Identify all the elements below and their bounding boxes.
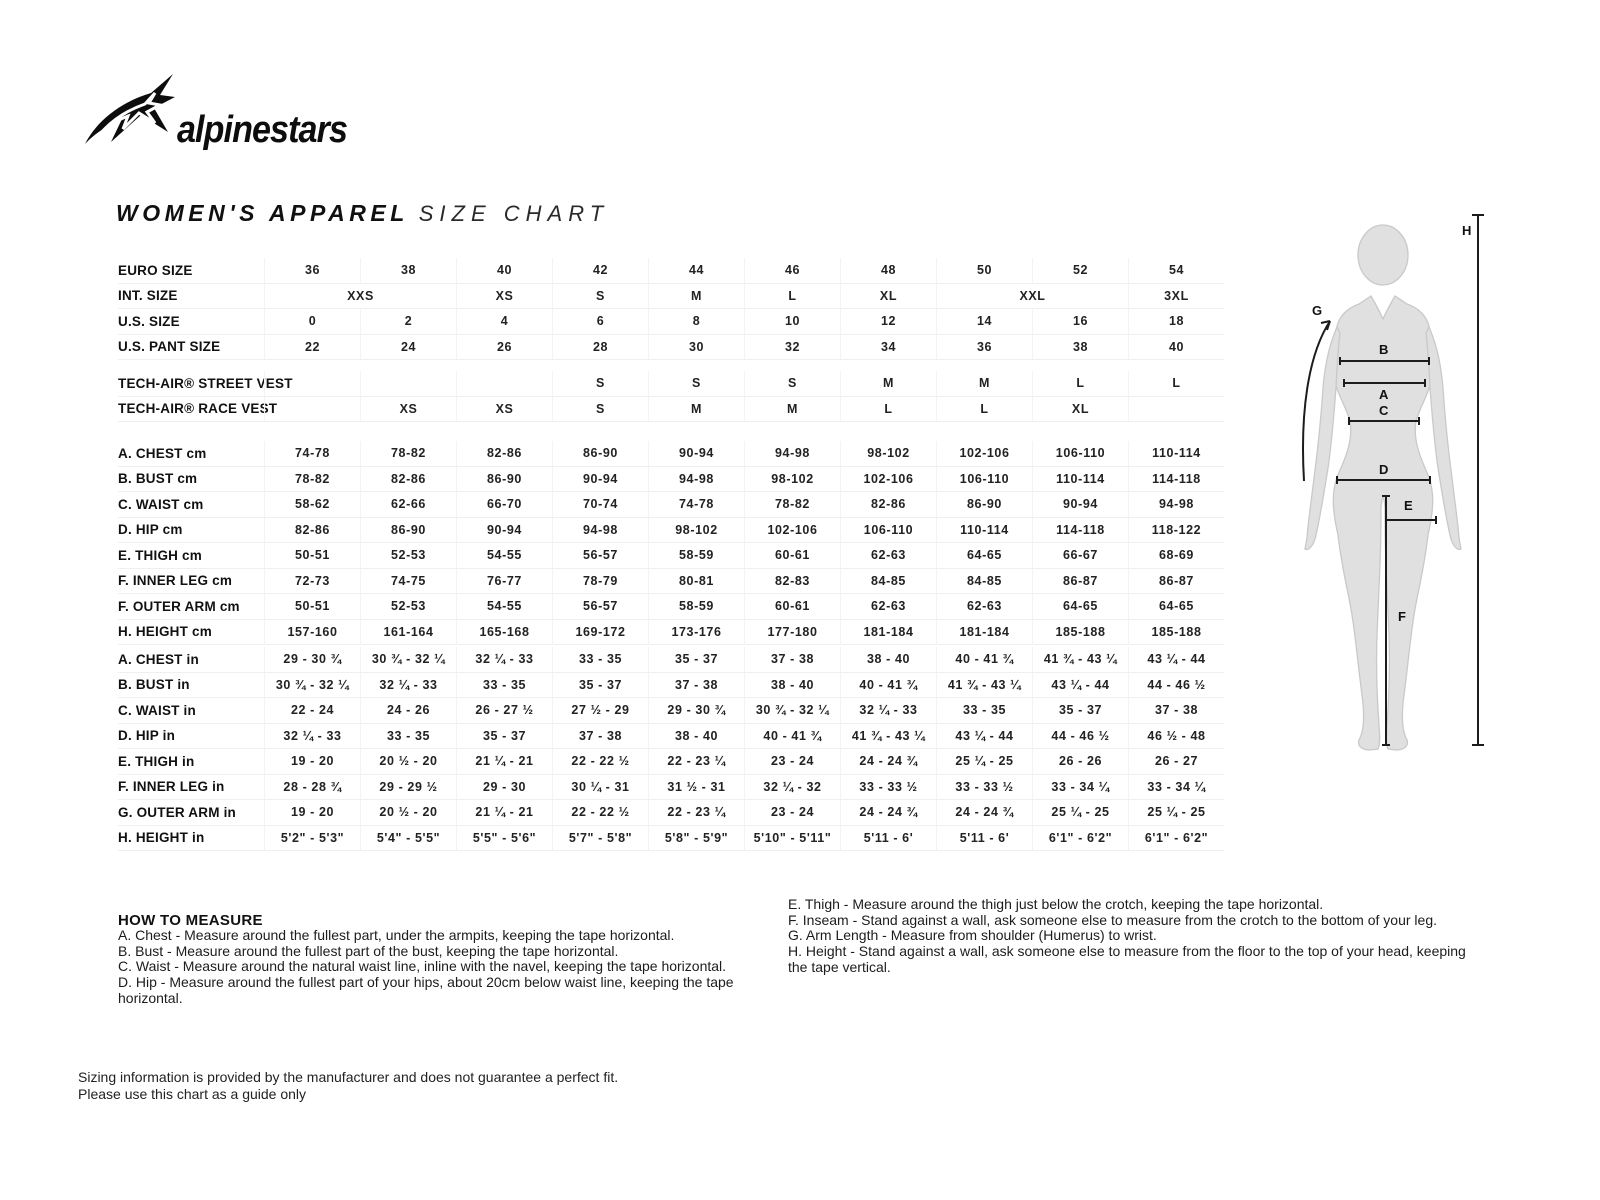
- size-cell: 25 ¼ - 25: [1128, 800, 1224, 825]
- measure-instruction: B. Bust - Measure around the fullest part of the bust, keeping the tape horizontal.: [118, 942, 619, 959]
- size-cell: 161-164: [360, 620, 456, 645]
- size-cell: L: [840, 397, 936, 422]
- size-cell: XL: [840, 284, 936, 309]
- label-g: G: [1312, 303, 1323, 318]
- size-cell: 31 ½ - 31: [648, 775, 744, 800]
- size-cell: XS: [456, 284, 552, 309]
- label-c: C: [1379, 403, 1389, 418]
- size-cell: 54: [1128, 258, 1224, 283]
- size-cell: 68-69: [1128, 543, 1224, 568]
- size-cell: S: [552, 371, 648, 396]
- size-cell: 24 - 24 ¾: [936, 800, 1032, 825]
- size-cell: 114-118: [1032, 518, 1128, 543]
- size-cell: 5'7" - 5'8": [552, 826, 648, 851]
- size-cell: 74-78: [648, 492, 744, 517]
- size-cell: 22 - 22 ½: [552, 749, 648, 774]
- size-cell: 37 - 38: [1128, 698, 1224, 723]
- size-cell: 60-61: [744, 594, 840, 619]
- size-cell: 86-87: [1032, 569, 1128, 594]
- size-cell: 27 ½ - 29: [552, 698, 648, 723]
- size-cell: 86-90: [936, 492, 1032, 517]
- row-label: TECH-AIR® RACE VEST: [118, 401, 278, 417]
- size-cell: 29 - 29 ½: [360, 775, 456, 800]
- size-table: [118, 258, 1224, 858]
- row-label: B. BUST in: [118, 677, 190, 693]
- size-cell: 90-94: [1032, 492, 1128, 517]
- size-cell: 22: [264, 335, 360, 360]
- size-cell: L: [1128, 371, 1224, 396]
- size-cell: XS: [456, 397, 552, 422]
- size-cell: 22 - 23 ¼: [648, 800, 744, 825]
- size-cell: 40: [1128, 335, 1224, 360]
- table-row: [118, 775, 1224, 801]
- size-cell: 8: [648, 309, 744, 334]
- size-cell: 70-74: [552, 492, 648, 517]
- measure-instruction: C. Waist - Measure around the natural waist line, inline with the navel, keeping the tape horizontal.: [118, 958, 727, 975]
- row-label: G. OUTER ARM in: [118, 804, 236, 820]
- row-label: TECH-AIR® STREET VEST: [118, 375, 293, 391]
- table-row: [118, 441, 1224, 467]
- table-row: [118, 492, 1224, 518]
- size-cell: 33 - 33 ½: [936, 775, 1032, 800]
- size-cell: M: [936, 371, 1032, 396]
- size-cell: [264, 371, 360, 396]
- table-row: [118, 258, 1224, 284]
- size-cell: 60-61: [744, 543, 840, 568]
- size-cell: 94-98: [1128, 492, 1224, 517]
- size-cell: 80-81: [648, 569, 744, 594]
- table-row: [118, 698, 1224, 724]
- label-f: F: [1398, 609, 1406, 624]
- size-cell: [456, 371, 552, 396]
- table-row: [118, 467, 1224, 493]
- size-cell: 26: [456, 335, 552, 360]
- size-cell: 72-73: [264, 569, 360, 594]
- size-cell: 5'11 - 6': [840, 826, 936, 851]
- size-cell: 98-102: [744, 467, 840, 492]
- size-cell: [360, 371, 456, 396]
- label-b: B: [1379, 342, 1389, 357]
- size-cell: 84-85: [936, 569, 1032, 594]
- size-cell: 173-176: [648, 620, 744, 645]
- measure-instruction: D. Hip - Measure around the fullest part of your hips, about 20cm below waist line, keeping the tape horizontal.: [118, 974, 734, 1006]
- row-label: INT. SIZE: [118, 288, 178, 304]
- table-row: [118, 371, 1224, 397]
- row-label: D. HIP in: [118, 728, 176, 744]
- table-section: [118, 441, 1224, 645]
- size-cell: 32 ¼ - 33: [456, 647, 552, 672]
- size-cell: 94-98: [552, 518, 648, 543]
- size-cell: 48: [840, 258, 936, 283]
- size-cell: 33 - 35: [360, 724, 456, 749]
- size-cell: 28 - 28 ¾: [264, 775, 360, 800]
- size-cell: 169-172: [552, 620, 648, 645]
- size-cell: 21 ¼ - 21: [456, 800, 552, 825]
- row-label: B. BUST cm: [118, 471, 198, 487]
- size-cell: 78-79: [552, 569, 648, 594]
- size-cell: 6: [552, 309, 648, 334]
- size-cell: 64-65: [1032, 594, 1128, 619]
- size-cell: 62-63: [840, 543, 936, 568]
- size-cell: 38 - 40: [648, 724, 744, 749]
- size-cell: 40 - 41 ¾: [936, 647, 1032, 672]
- size-cell: 22 - 22 ½: [552, 800, 648, 825]
- size-cell: 43 ¼ - 44: [936, 724, 1032, 749]
- table-row: [118, 543, 1224, 569]
- size-cell: 52: [1032, 258, 1128, 283]
- size-cell: 181-184: [936, 620, 1032, 645]
- size-cell: 177-180: [744, 620, 840, 645]
- size-cell: 4: [456, 309, 552, 334]
- size-cell: 43 ¼ - 44: [1032, 673, 1128, 698]
- size-cell: 43 ¼ - 44: [1128, 647, 1224, 672]
- size-cell: 50: [936, 258, 1032, 283]
- size-cell: 66-70: [456, 492, 552, 517]
- measure-instruction: H. Height - Stand against a wall, ask someone else to measure from the floor to the top of your head, keeping the tape vertical.: [788, 943, 1466, 975]
- size-cell: 84-85: [840, 569, 936, 594]
- size-cell: 52-53: [360, 543, 456, 568]
- size-cell: 35 - 37: [648, 647, 744, 672]
- table-row: [118, 518, 1224, 544]
- size-cell: 102-106: [840, 467, 936, 492]
- size-cell: 29 - 30 ¾: [264, 647, 360, 672]
- size-cell: 5'10" - 5'11": [744, 826, 840, 851]
- row-label: C. WAIST in: [118, 702, 196, 718]
- label-a: A: [1379, 387, 1389, 402]
- table-row: [118, 620, 1224, 646]
- size-cell: 6'1" - 6'2": [1032, 826, 1128, 851]
- size-cell: 26 - 27 ½: [456, 698, 552, 723]
- size-cell: 20 ½ - 20: [360, 800, 456, 825]
- size-cell: 110-114: [936, 518, 1032, 543]
- table-row: [118, 749, 1224, 775]
- page-title: [116, 200, 609, 227]
- size-cell: 86-90: [360, 518, 456, 543]
- size-cell: S: [552, 284, 648, 309]
- size-cell: 20 ½ - 20: [360, 749, 456, 774]
- size-cell: 33 - 33 ½: [840, 775, 936, 800]
- size-cell: 62-63: [840, 594, 936, 619]
- row-label: U.S. SIZE: [118, 313, 180, 329]
- size-cell: 23 - 24: [744, 800, 840, 825]
- size-cell: M: [744, 397, 840, 422]
- size-cell: 106-110: [1032, 441, 1128, 466]
- measure-instruction: G. Arm Length - Measure from shoulder (Humerus) to wrist.: [788, 927, 1157, 944]
- size-cell: XS: [360, 397, 456, 422]
- size-cell: 185-188: [1032, 620, 1128, 645]
- size-cell: 29 - 30 ¾: [648, 698, 744, 723]
- size-cell: 5'5" - 5'6": [456, 826, 552, 851]
- size-cell: 38: [1032, 335, 1128, 360]
- page-title-main: WOMEN'S APPAREL: [116, 200, 409, 226]
- row-label: E. THIGH in: [118, 753, 195, 769]
- size-cell: 41 ¾ - 43 ¼: [840, 724, 936, 749]
- size-cell: 12: [840, 309, 936, 334]
- size-cell: 82-86: [264, 518, 360, 543]
- size-cell: 78-82: [264, 467, 360, 492]
- size-cell: 110-114: [1128, 441, 1224, 466]
- table-row: [118, 397, 1224, 423]
- how-to-measure-right-column: [788, 897, 1468, 976]
- size-cell: 78-82: [744, 492, 840, 517]
- size-cell: 90-94: [552, 467, 648, 492]
- size-cell: 5'2" - 5'3": [264, 826, 360, 851]
- size-cell: 90-94: [456, 518, 552, 543]
- size-cell: 44: [648, 258, 744, 283]
- row-label: EURO SIZE: [118, 262, 193, 278]
- size-cell: 165-168: [456, 620, 552, 645]
- size-cell: 58-62: [264, 492, 360, 517]
- size-cell: 40 - 41 ¾: [840, 673, 936, 698]
- disclaimer-line: Sizing information is provided by the manufacturer and does not guarantee a perfect fit.: [78, 1069, 619, 1085]
- size-cell: [1128, 397, 1224, 422]
- size-cell: XL: [1032, 397, 1128, 422]
- size-cell: M: [840, 371, 936, 396]
- size-cell: 82-86: [360, 467, 456, 492]
- size-cell: 64-65: [936, 543, 1032, 568]
- size-cell: 33 - 35: [936, 698, 1032, 723]
- height-measure-line: [1472, 215, 1484, 745]
- size-cell: 37 - 38: [744, 647, 840, 672]
- size-cell: 64-65: [1128, 594, 1224, 619]
- table-section: [118, 371, 1224, 422]
- size-cell: 82-86: [456, 441, 552, 466]
- size-cell: 52-53: [360, 594, 456, 619]
- size-cell: 32: [744, 335, 840, 360]
- size-cell: 62-66: [360, 492, 456, 517]
- size-cell: 82-86: [840, 492, 936, 517]
- size-cell: 29 - 30: [456, 775, 552, 800]
- size-cell: 30 ¾ - 32 ¼: [744, 698, 840, 723]
- size-cell: 22 - 23 ¼: [648, 749, 744, 774]
- size-cell: 32 ¼ - 33: [360, 673, 456, 698]
- size-cell: 38 - 40: [744, 673, 840, 698]
- size-cell: 33 - 34 ¼: [1032, 775, 1128, 800]
- size-cell: 66-67: [1032, 543, 1128, 568]
- size-cell: L: [744, 284, 840, 309]
- size-cell: 58-59: [648, 543, 744, 568]
- size-cell: 185-188: [1128, 620, 1224, 645]
- size-cell: 33 - 35: [456, 673, 552, 698]
- size-cell: L: [1032, 371, 1128, 396]
- size-cell: 19 - 20: [264, 749, 360, 774]
- brand-logo: [83, 68, 353, 163]
- size-cell: M: [648, 284, 744, 309]
- size-cell: 118-122: [1128, 518, 1224, 543]
- size-cell: 50-51: [264, 594, 360, 619]
- size-cell: 38: [360, 258, 456, 283]
- size-cell: S: [744, 371, 840, 396]
- size-cell: S: [648, 371, 744, 396]
- size-cell: 46 ½ - 48: [1128, 724, 1224, 749]
- size-cell: 110-114: [1032, 467, 1128, 492]
- alpinestars-star-icon: [85, 74, 175, 144]
- female-silhouette: [1305, 225, 1461, 750]
- label-d: D: [1379, 462, 1389, 477]
- size-cell: 94-98: [648, 467, 744, 492]
- size-cell: 35 - 37: [552, 673, 648, 698]
- size-cell: 40: [456, 258, 552, 283]
- size-cell: 94-98: [744, 441, 840, 466]
- size-cell: 106-110: [840, 518, 936, 543]
- size-cell: 102-106: [744, 518, 840, 543]
- size-cell: 58-59: [648, 594, 744, 619]
- size-cell: [264, 397, 360, 422]
- size-cell: 18: [1128, 309, 1224, 334]
- row-label: E. THIGH cm: [118, 547, 202, 563]
- size-cell: 35 - 37: [1032, 698, 1128, 723]
- size-cell: 44 - 46 ½: [1032, 724, 1128, 749]
- size-cell: 82-83: [744, 569, 840, 594]
- disclaimer-line: Please use this chart as a guide only: [78, 1085, 307, 1102]
- row-label: A. CHEST cm: [118, 445, 207, 461]
- size-cell: 50-51: [264, 543, 360, 568]
- size-cell: XXL: [936, 284, 1128, 309]
- size-cell: 44 - 46 ½: [1128, 673, 1224, 698]
- size-cell: 157-160: [264, 620, 360, 645]
- size-cell: 181-184: [840, 620, 936, 645]
- disclaimer: [78, 1069, 778, 1102]
- how-to-measure-heading: HOW TO MEASURE: [118, 912, 263, 929]
- table-row: [118, 284, 1224, 310]
- size-cell: 102-106: [936, 441, 1032, 466]
- size-cell: 36: [264, 258, 360, 283]
- size-cell: 30 ¼ - 31: [552, 775, 648, 800]
- size-cell: 98-102: [840, 441, 936, 466]
- size-cell: 5'8" - 5'9": [648, 826, 744, 851]
- size-cell: 16: [1032, 309, 1128, 334]
- measure-instruction: F. Inseam - Stand against a wall, ask someone else to measure from the crotch to the bottom of your leg.: [788, 911, 1437, 928]
- row-label: F. OUTER ARM cm: [118, 598, 240, 614]
- size-cell: 33 - 35: [552, 647, 648, 672]
- size-cell: 106-110: [936, 467, 1032, 492]
- size-cell: 54-55: [456, 543, 552, 568]
- size-cell: 86-87: [1128, 569, 1224, 594]
- page-title-sub: SIZE CHART: [418, 201, 610, 226]
- size-cell: 62-63: [936, 594, 1032, 619]
- size-cell: 76-77: [456, 569, 552, 594]
- size-cell: 30 ¾ - 32 ¼: [360, 647, 456, 672]
- size-cell: 6'1" - 6'2": [1128, 826, 1224, 851]
- table-row: [118, 647, 1224, 673]
- label-e: E: [1404, 498, 1413, 513]
- size-cell: 14: [936, 309, 1032, 334]
- row-label: D. HIP cm: [118, 522, 183, 538]
- table-row: [118, 309, 1224, 335]
- table-row: [118, 335, 1224, 361]
- size-cell: 32 ¼ - 32: [744, 775, 840, 800]
- size-cell: 40 - 41 ¾: [744, 724, 840, 749]
- size-cell: XXS: [264, 284, 456, 309]
- row-label: H. HEIGHT in: [118, 830, 205, 846]
- table-row: [118, 724, 1224, 750]
- label-h: H: [1462, 223, 1472, 238]
- size-cell: M: [648, 397, 744, 422]
- size-cell: 26 - 26: [1032, 749, 1128, 774]
- size-cell: 86-90: [456, 467, 552, 492]
- size-cell: 54-55: [456, 594, 552, 619]
- body-diagram: [1278, 193, 1496, 768]
- brand-wordmark: alpinestars: [177, 109, 347, 151]
- size-cell: 42: [552, 258, 648, 283]
- size-cell: 37 - 38: [552, 724, 648, 749]
- size-cell: S: [552, 397, 648, 422]
- row-label: H. HEIGHT cm: [118, 624, 212, 640]
- measure-instruction: E. Thigh - Measure around the thigh just below the crotch, keeping the tape horizontal.: [788, 896, 1324, 912]
- table-row: [118, 569, 1224, 595]
- table-row: [118, 594, 1224, 620]
- size-cell: 25 ¼ - 25: [1032, 800, 1128, 825]
- size-cell: 78-82: [360, 441, 456, 466]
- size-cell: 28: [552, 335, 648, 360]
- size-cell: 46: [744, 258, 840, 283]
- size-cell: 2: [360, 309, 456, 334]
- size-cell: 37 - 38: [648, 673, 744, 698]
- row-label: F. INNER LEG cm: [118, 573, 233, 589]
- size-cell: 74-78: [264, 441, 360, 466]
- size-cell: 24 - 24 ¾: [840, 800, 936, 825]
- size-cell: 90-94: [648, 441, 744, 466]
- size-cell: 98-102: [648, 518, 744, 543]
- size-cell: 36: [936, 335, 1032, 360]
- measure-instruction: A. Chest - Measure around the fullest part, under the armpits, keeping the tape horizontal.: [118, 927, 675, 943]
- size-cell: 35 - 37: [456, 724, 552, 749]
- size-cell: 32 ¼ - 33: [264, 724, 360, 749]
- size-cell: 25 ¼ - 25: [936, 749, 1032, 774]
- size-cell: 56-57: [552, 543, 648, 568]
- size-cell: 19 - 20: [264, 800, 360, 825]
- size-cell: 23 - 24: [744, 749, 840, 774]
- size-cell: 24 - 26: [360, 698, 456, 723]
- size-cell: 21 ¼ - 21: [456, 749, 552, 774]
- table-row: [118, 800, 1224, 826]
- size-cell: 3XL: [1128, 284, 1224, 309]
- row-label: C. WAIST cm: [118, 496, 204, 512]
- size-cell: 74-75: [360, 569, 456, 594]
- size-cell: 5'11 - 6': [936, 826, 1032, 851]
- size-cell: 33 - 34 ¼: [1128, 775, 1224, 800]
- row-label: U.S. PANT SIZE: [118, 339, 221, 355]
- size-cell: 5'4" - 5'5": [360, 826, 456, 851]
- size-cell: 56-57: [552, 594, 648, 619]
- size-cell: 24 - 24 ¾: [840, 749, 936, 774]
- table-row: [118, 673, 1224, 699]
- table-section: [118, 258, 1224, 360]
- size-cell: 114-118: [1128, 467, 1224, 492]
- size-cell: 86-90: [552, 441, 648, 466]
- size-cell: L: [936, 397, 1032, 422]
- table-row: [118, 826, 1224, 852]
- size-cell: 30: [648, 335, 744, 360]
- size-cell: 24: [360, 335, 456, 360]
- row-label: A. CHEST in: [118, 651, 199, 667]
- size-cell: 41 ¾ - 43 ¼: [936, 673, 1032, 698]
- size-cell: 26 - 27: [1128, 749, 1224, 774]
- size-cell: 38 - 40: [840, 647, 936, 672]
- table-section: [118, 647, 1224, 851]
- size-cell: 10: [744, 309, 840, 334]
- size-cell: 22 - 24: [264, 698, 360, 723]
- row-label: F. INNER LEG in: [118, 779, 225, 795]
- how-to-measure-left-column: [118, 928, 778, 1007]
- size-cell: 0: [264, 309, 360, 334]
- size-cell: 41 ¾ - 43 ¼: [1032, 647, 1128, 672]
- size-cell: 32 ¼ - 33: [840, 698, 936, 723]
- size-cell: 34: [840, 335, 936, 360]
- size-cell: 30 ¾ - 32 ¼: [264, 673, 360, 698]
